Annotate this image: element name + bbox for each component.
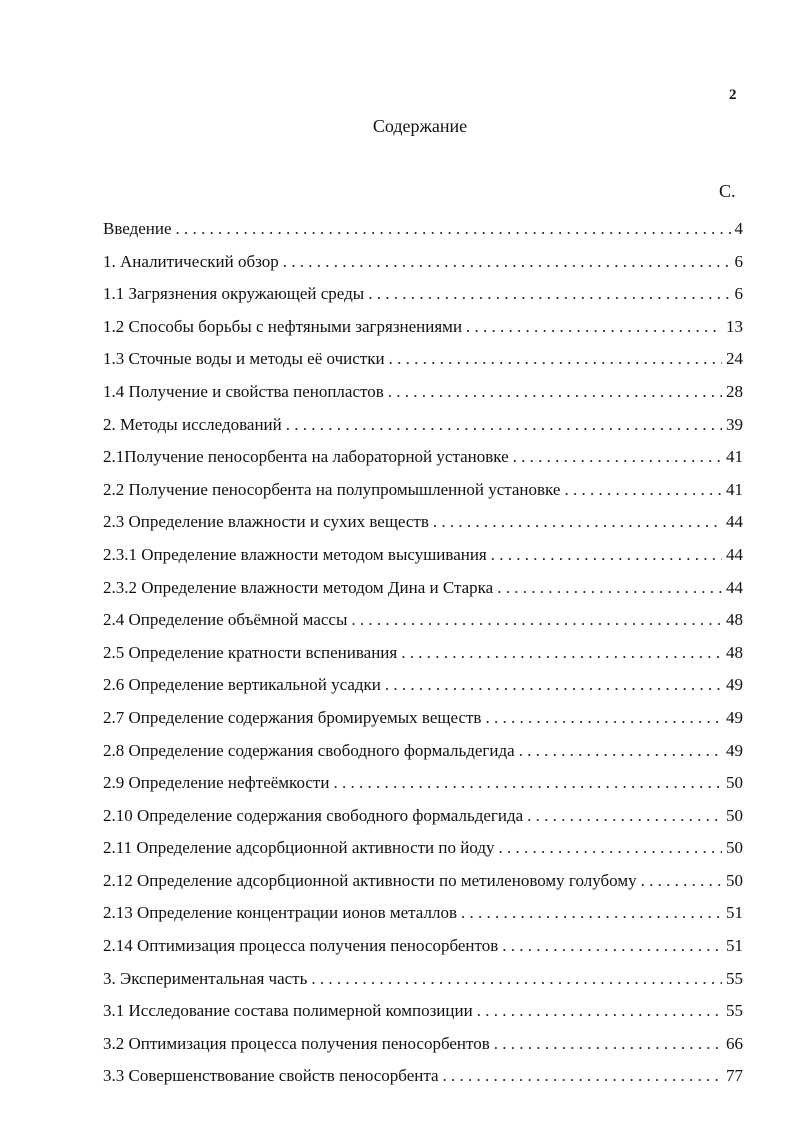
toc-entry bbox=[103, 735, 743, 768]
toc-entry bbox=[103, 246, 743, 279]
toc-dot-leader bbox=[494, 1028, 722, 1061]
toc-entry bbox=[103, 702, 743, 735]
toc-entry-page: 50 bbox=[726, 773, 743, 793]
toc-dot-leader bbox=[401, 637, 722, 670]
toc-entry-label: Введение bbox=[103, 219, 172, 238]
toc-dot-leader bbox=[461, 897, 722, 930]
page-column-label: С. bbox=[719, 181, 736, 201]
toc-entry-label: 2.1Получение пеносорбента на лабораторной установке bbox=[103, 447, 509, 467]
toc-dot-leader bbox=[389, 343, 722, 376]
toc-entry-page: 41 bbox=[726, 479, 743, 499]
toc-entry-page: 55 bbox=[726, 968, 743, 988]
toc-entry-page: 6 bbox=[734, 284, 743, 304]
toc-dot-leader bbox=[368, 278, 730, 311]
toc-entry bbox=[103, 865, 743, 898]
toc-dot-leader bbox=[176, 213, 731, 246]
toc-dot-leader bbox=[641, 865, 722, 898]
toc-entry bbox=[103, 376, 743, 409]
toc-entry-page: 51 bbox=[726, 936, 743, 956]
toc-entry bbox=[103, 506, 743, 539]
toc-entry-label: 2.6 Определение вертикальной усадки bbox=[103, 675, 381, 695]
toc-entry bbox=[103, 311, 743, 344]
toc-entry-page: 49 bbox=[726, 740, 743, 760]
toc-entry-label: 2.2 Получение пеносорбента на полупромышленной установке bbox=[103, 479, 561, 499]
toc-entry bbox=[103, 213, 743, 246]
toc-entry-page: 6 bbox=[734, 251, 743, 271]
toc-entry bbox=[103, 669, 743, 702]
toc-entry-label: 2.9 Определение нефтеёмкости bbox=[103, 773, 330, 793]
toc-dot-leader bbox=[519, 735, 722, 768]
toc-entry-label: 2.10 Определение содержания свободного формальдегида bbox=[103, 805, 524, 825]
toc-entry bbox=[103, 800, 743, 833]
toc-dot-leader bbox=[466, 311, 722, 344]
toc-entry-page: 48 bbox=[726, 642, 743, 662]
toc-title: Содержание bbox=[372, 116, 468, 136]
toc-entry-page: 4 bbox=[734, 219, 743, 238]
toc-entry bbox=[103, 604, 743, 637]
toc-entry-page: 13 bbox=[726, 316, 743, 336]
toc-entry-label: 2.11 Определение адсорбционной активности по йоду bbox=[103, 838, 495, 858]
toc-dot-leader bbox=[311, 963, 722, 996]
toc-entry-label: 1.1 Загрязнения окружающей среды bbox=[103, 284, 365, 304]
toc-dot-leader bbox=[527, 800, 722, 833]
toc-dot-leader bbox=[485, 702, 722, 735]
toc-entry bbox=[103, 1060, 743, 1093]
toc-entry bbox=[103, 572, 743, 605]
toc-entry bbox=[103, 343, 743, 376]
toc-entry bbox=[103, 963, 743, 996]
toc-entry-page: 55 bbox=[726, 1001, 743, 1021]
toc-dot-leader bbox=[433, 506, 722, 539]
toc-entry bbox=[103, 767, 743, 800]
toc-entry-label: 1.2 Способы борьбы с нефтяными загрязнениями bbox=[103, 316, 463, 336]
toc-entry-label: 2.3 Определение влажности и сухих веществ bbox=[103, 512, 429, 532]
toc-dot-leader bbox=[283, 246, 731, 279]
toc-entry bbox=[103, 441, 743, 474]
toc-entry-label: 2.7 Определение содержания бромируемых веществ bbox=[103, 707, 482, 727]
toc-entry-page: 28 bbox=[726, 381, 743, 401]
toc-entry bbox=[103, 474, 743, 507]
toc-entry-label: 1.4 Получение и свойства пенопластов bbox=[103, 381, 384, 401]
toc-dot-leader bbox=[513, 441, 722, 474]
toc-dot-leader bbox=[286, 409, 722, 442]
toc-entry bbox=[103, 278, 743, 311]
toc-entry-page: 50 bbox=[726, 805, 743, 825]
toc-entry-label: 2.3.1 Определение влажности методом высушивания bbox=[103, 544, 487, 564]
table-of-contents bbox=[103, 213, 743, 1093]
toc-entry-label: 3.2 Оптимизация процесса получения пеносорбентов bbox=[103, 1033, 490, 1053]
toc-dot-leader bbox=[333, 767, 722, 800]
toc-entry-page: 44 bbox=[726, 577, 743, 597]
toc-entry bbox=[103, 995, 743, 1028]
toc-entry-label: 2.3.2 Определение влажности методом Дина и Старка bbox=[103, 577, 494, 597]
toc-entry-page: 49 bbox=[726, 707, 743, 727]
toc-entry-label: 1.3 Сточные воды и методы её очистки bbox=[103, 349, 385, 369]
toc-entry-page: 49 bbox=[726, 675, 743, 695]
toc-dot-leader bbox=[443, 1060, 722, 1093]
toc-dot-leader bbox=[385, 669, 722, 702]
toc-entry-page: 41 bbox=[726, 447, 743, 467]
toc-entry-page: 48 bbox=[726, 610, 743, 630]
toc-entry-label: 3.1 Исследование состава полимерной композиции bbox=[103, 1001, 473, 1021]
toc-dot-leader bbox=[499, 832, 723, 865]
toc-entry bbox=[103, 897, 743, 930]
toc-entry bbox=[103, 409, 743, 442]
toc-entry-label: 3. Экспериментальная часть bbox=[103, 968, 308, 988]
page-number: 2 bbox=[729, 87, 737, 103]
toc-entry-label: 3.3 Совершенствование свойств пеносорбента bbox=[103, 1066, 439, 1086]
toc-entry-page: 44 bbox=[726, 512, 743, 532]
toc-entry-page: 50 bbox=[726, 870, 743, 890]
toc-entry-label: 2. Методы исследований bbox=[103, 414, 282, 434]
toc-entry bbox=[103, 832, 743, 865]
toc-entry-label: 2.14 Оптимизация процесса получения пеносорбентов bbox=[103, 936, 499, 956]
toc-entry bbox=[103, 1028, 743, 1061]
toc-dot-leader bbox=[564, 474, 722, 507]
toc-entry-page: 50 bbox=[726, 838, 743, 858]
toc-dot-leader bbox=[502, 930, 722, 963]
toc-entry-label: 2.8 Определение содержания свободного формальдегида bbox=[103, 740, 515, 760]
toc-entry-label: 2.13 Определение концентрации ионов металлов bbox=[103, 903, 457, 923]
toc-entry-page: 39 bbox=[726, 414, 743, 434]
toc-entry-label: 1. Аналитический обзор bbox=[103, 251, 279, 271]
toc-entry bbox=[103, 637, 743, 670]
toc-dot-leader bbox=[497, 572, 722, 605]
toc-dot-leader bbox=[491, 539, 722, 572]
toc-entry-label: 2.5 Определение кратности вспенивания bbox=[103, 642, 398, 662]
toc-entry-page: 51 bbox=[726, 903, 743, 923]
toc-dot-leader bbox=[351, 604, 722, 637]
toc-entry-page: 66 bbox=[726, 1033, 743, 1053]
toc-entry bbox=[103, 539, 743, 572]
toc-entry-label: 2.12 Определение адсорбционной активности по метиленовому голубому bbox=[103, 870, 637, 890]
toc-entry-page: 24 bbox=[726, 349, 743, 369]
toc-entry-page: 77 bbox=[726, 1066, 743, 1086]
toc-entry bbox=[103, 930, 743, 963]
toc-entry-label: 2.4 Определение объёмной массы bbox=[103, 610, 348, 630]
toc-dot-leader bbox=[388, 376, 722, 409]
toc-dot-leader bbox=[477, 995, 722, 1028]
toc-entry-page: 44 bbox=[726, 544, 743, 564]
